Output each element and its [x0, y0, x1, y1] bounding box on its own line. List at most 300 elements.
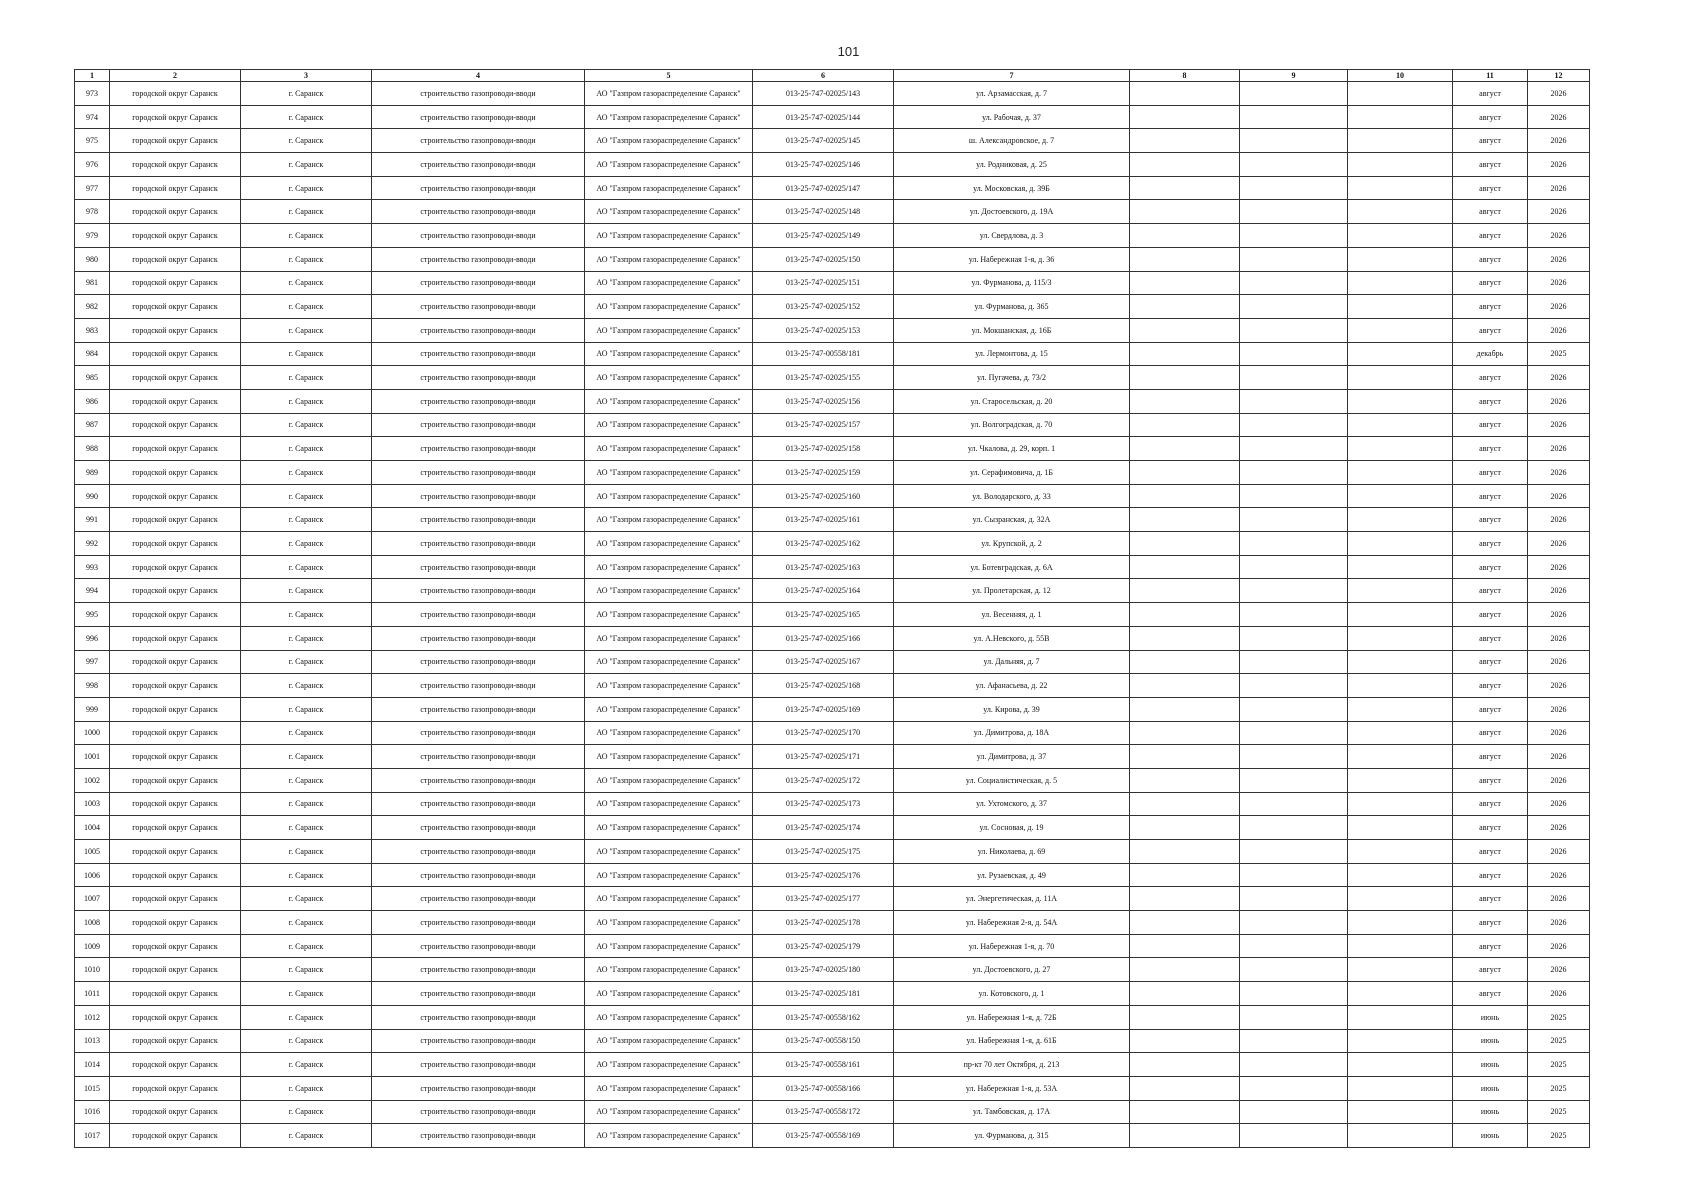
- table-cell: [1130, 816, 1240, 840]
- table-cell: строительство газопроводи-вводи: [372, 555, 585, 579]
- table-cell: строительство газопроводи-вводи: [372, 342, 585, 366]
- table-row: [75, 82, 1590, 106]
- table-cell: август: [1453, 768, 1528, 792]
- table-cell: [1240, 1076, 1348, 1100]
- table-row: [75, 342, 1590, 366]
- table-cell: август: [1453, 816, 1528, 840]
- table-cell: [1240, 224, 1348, 248]
- table-cell: строительство газопроводи-вводи: [372, 579, 585, 603]
- table-cell: ш. Александровское, д. 7: [894, 129, 1130, 153]
- table-cell: ул. Московская, д. 39Б: [894, 176, 1130, 200]
- table-cell: г. Саранск: [241, 366, 372, 390]
- table-cell: городской округ Саранск: [110, 342, 241, 366]
- table-cell: 013-25-747-02025/150: [753, 247, 894, 271]
- table-cell: 2026: [1528, 82, 1590, 106]
- table-cell: 991: [75, 508, 110, 532]
- table-cell: АО "Газпром газораспределение Саранск": [585, 603, 753, 627]
- table-cell: 2026: [1528, 887, 1590, 911]
- table-cell: городской округ Саранск: [110, 105, 241, 129]
- table-cell: АО "Газпром газораспределение Саранск": [585, 555, 753, 579]
- table-cell: 984: [75, 342, 110, 366]
- table-cell: 2026: [1528, 697, 1590, 721]
- table-cell: [1130, 224, 1240, 248]
- table-cell: [1130, 461, 1240, 485]
- table-cell: июнь: [1453, 1100, 1528, 1124]
- column-header: 6: [753, 70, 894, 82]
- table-cell: [1240, 674, 1348, 698]
- table-cell: г. Саранск: [241, 1100, 372, 1124]
- table-cell: строительство газопроводи-вводи: [372, 484, 585, 508]
- table-cell: август: [1453, 129, 1528, 153]
- table-cell: 2026: [1528, 650, 1590, 674]
- table-cell: строительство газопроводи-вводи: [372, 934, 585, 958]
- table-cell: городской округ Саранск: [110, 484, 241, 508]
- table-cell: [1130, 555, 1240, 579]
- table-cell: 2026: [1528, 745, 1590, 769]
- table-cell: 2025: [1528, 342, 1590, 366]
- table-cell: 1002: [75, 768, 110, 792]
- table-cell: г. Саранск: [241, 1053, 372, 1077]
- table-cell: 2026: [1528, 176, 1590, 200]
- table-cell: городской округ Саранск: [110, 1053, 241, 1077]
- table-cell: строительство газопроводи-вводи: [372, 413, 585, 437]
- table-cell: июнь: [1453, 1053, 1528, 1077]
- table-cell: 2026: [1528, 721, 1590, 745]
- table-cell: ул. Набережная 2-я, д. 54А: [894, 911, 1130, 935]
- table-cell: [1240, 1029, 1348, 1053]
- table-cell: [1240, 484, 1348, 508]
- table-cell: АО "Газпром газораспределение Саранск": [585, 958, 753, 982]
- table-cell: ул. Старосельская, д. 20: [894, 389, 1130, 413]
- table-cell: строительство газопроводи-вводи: [372, 1053, 585, 1077]
- table-cell: городской округ Саранск: [110, 437, 241, 461]
- table-cell: 973: [75, 82, 110, 106]
- table-cell: ул. Дальняя, д. 7: [894, 650, 1130, 674]
- table-cell: 996: [75, 626, 110, 650]
- table-cell: 013-25-747-02025/166: [753, 626, 894, 650]
- table-cell: [1130, 1124, 1240, 1148]
- table-cell: г. Саранск: [241, 129, 372, 153]
- table-cell: АО "Газпром газораспределение Саранск": [585, 1005, 753, 1029]
- table-cell: АО "Газпром газораспределение Саранск": [585, 650, 753, 674]
- table-cell: строительство газопроводи-вводи: [372, 603, 585, 627]
- table-cell: [1348, 579, 1453, 603]
- table-cell: городской округ Саранск: [110, 840, 241, 864]
- table-cell: 1008: [75, 911, 110, 935]
- table-cell: [1348, 389, 1453, 413]
- table-cell: [1130, 768, 1240, 792]
- table-cell: [1348, 532, 1453, 556]
- table-cell: 013-25-747-02025/175: [753, 840, 894, 864]
- table-cell: ул. Весенняя, д. 1: [894, 603, 1130, 627]
- table-cell: [1348, 958, 1453, 982]
- table-cell: август: [1453, 318, 1528, 342]
- table-cell: [1240, 318, 1348, 342]
- table-cell: 999: [75, 697, 110, 721]
- table-cell: АО "Газпром газораспределение Саранск": [585, 887, 753, 911]
- table-cell: городской округ Саранск: [110, 1076, 241, 1100]
- page-number: 101: [837, 44, 860, 59]
- table-cell: городской округ Саранск: [110, 721, 241, 745]
- table-cell: городской округ Саранск: [110, 650, 241, 674]
- table-cell: 998: [75, 674, 110, 698]
- table-row: [75, 271, 1590, 295]
- table-cell: август: [1453, 555, 1528, 579]
- table-cell: г. Саранск: [241, 674, 372, 698]
- table-cell: г. Саранск: [241, 1076, 372, 1100]
- table-cell: АО "Газпром газораспределение Саранск": [585, 1029, 753, 1053]
- table-cell: [1240, 650, 1348, 674]
- table-cell: [1130, 532, 1240, 556]
- table-cell: [1348, 224, 1453, 248]
- table-cell: г. Саранск: [241, 816, 372, 840]
- table-cell: АО "Газпром газораспределение Саранск": [585, 200, 753, 224]
- table-cell: [1240, 768, 1348, 792]
- table-cell: август: [1453, 200, 1528, 224]
- table-cell: строительство газопроводи-вводи: [372, 176, 585, 200]
- table-cell: август: [1453, 603, 1528, 627]
- table-cell: [1130, 887, 1240, 911]
- table-cell: август: [1453, 295, 1528, 319]
- table-cell: ул. Пугачева, д. 73/2: [894, 366, 1130, 390]
- table-cell: АО "Газпром газораспределение Саранск": [585, 982, 753, 1006]
- table-cell: г. Саранск: [241, 863, 372, 887]
- table-cell: [1130, 247, 1240, 271]
- table-cell: строительство газопроводи-вводи: [372, 129, 585, 153]
- table-cell: 013-25-747-02025/180: [753, 958, 894, 982]
- table-cell: городской округ Саранск: [110, 295, 241, 319]
- table-cell: городской округ Саранск: [110, 200, 241, 224]
- table-cell: август: [1453, 721, 1528, 745]
- table-cell: строительство газопроводи-вводи: [372, 626, 585, 650]
- column-header: 10: [1348, 70, 1453, 82]
- table-cell: август: [1453, 674, 1528, 698]
- table-cell: ул. Набережная 1-я, д. 53А: [894, 1076, 1130, 1100]
- table-cell: 013-25-747-02025/167: [753, 650, 894, 674]
- table-row: [75, 816, 1590, 840]
- table-cell: 2026: [1528, 366, 1590, 390]
- table-cell: 2026: [1528, 958, 1590, 982]
- table-cell: строительство газопроводи-вводи: [372, 887, 585, 911]
- table-row: [75, 437, 1590, 461]
- column-header: 1: [75, 70, 110, 82]
- table-cell: [1130, 366, 1240, 390]
- table-cell: 013-25-747-02025/160: [753, 484, 894, 508]
- table-cell: г. Саранск: [241, 721, 372, 745]
- table-cell: АО "Газпром газораспределение Саранск": [585, 105, 753, 129]
- table-cell: городской округ Саранск: [110, 911, 241, 935]
- table-cell: городской округ Саранск: [110, 1124, 241, 1148]
- table-cell: городской округ Саранск: [110, 626, 241, 650]
- table-cell: г. Саранск: [241, 461, 372, 485]
- table-cell: строительство газопроводи-вводи: [372, 318, 585, 342]
- table-cell: [1130, 1005, 1240, 1029]
- table-cell: [1348, 82, 1453, 106]
- table-cell: городской округ Саранск: [110, 153, 241, 177]
- table-cell: г. Саранск: [241, 579, 372, 603]
- table-cell: август: [1453, 366, 1528, 390]
- table-cell: строительство газопроводи-вводи: [372, 911, 585, 935]
- table-cell: август: [1453, 840, 1528, 864]
- table-row: [75, 508, 1590, 532]
- table-cell: г. Саранск: [241, 247, 372, 271]
- table-cell: [1348, 1053, 1453, 1077]
- table-cell: [1130, 1053, 1240, 1077]
- table-cell: ул. Сызранская, д. 32А: [894, 508, 1130, 532]
- table-cell: 013-25-747-02025/148: [753, 200, 894, 224]
- table-cell: строительство газопроводи-вводи: [372, 437, 585, 461]
- table-cell: август: [1453, 271, 1528, 295]
- table-cell: 2026: [1528, 200, 1590, 224]
- table-cell: строительство газопроводи-вводи: [372, 532, 585, 556]
- table-cell: [1240, 934, 1348, 958]
- table-cell: АО "Газпром газораспределение Саранск": [585, 674, 753, 698]
- table-cell: г. Саранск: [241, 626, 372, 650]
- table-cell: г. Саранск: [241, 555, 372, 579]
- table-cell: 013-25-747-02025/170: [753, 721, 894, 745]
- table-cell: 2026: [1528, 129, 1590, 153]
- table-cell: [1130, 911, 1240, 935]
- table-cell: 1010: [75, 958, 110, 982]
- header-row: [75, 70, 1590, 82]
- table-row: [75, 1100, 1590, 1124]
- table-cell: август: [1453, 934, 1528, 958]
- table-cell: г. Саранск: [241, 176, 372, 200]
- table-cell: городской округ Саранск: [110, 1100, 241, 1124]
- table-cell: г. Саранск: [241, 437, 372, 461]
- column-header: 11: [1453, 70, 1528, 82]
- table-cell: городской округ Саранск: [110, 697, 241, 721]
- table-cell: 2025: [1528, 1076, 1590, 1100]
- table-cell: АО "Газпром газораспределение Саранск": [585, 697, 753, 721]
- table-cell: г. Саранск: [241, 342, 372, 366]
- table-cell: [1348, 863, 1453, 887]
- table-cell: ул. Сосновая, д. 19: [894, 816, 1130, 840]
- table-cell: 2026: [1528, 792, 1590, 816]
- table-cell: 2025: [1528, 1124, 1590, 1148]
- table-cell: ул. Рузаевская, д. 49: [894, 863, 1130, 887]
- table-cell: [1348, 934, 1453, 958]
- table-cell: 013-25-747-02025/151: [753, 271, 894, 295]
- table-cell: [1240, 176, 1348, 200]
- table-cell: 976: [75, 153, 110, 177]
- table-cell: 013-25-747-02025/176: [753, 863, 894, 887]
- table-cell: [1240, 413, 1348, 437]
- table-cell: 013-25-747-02025/162: [753, 532, 894, 556]
- table-cell: [1240, 1100, 1348, 1124]
- table-cell: 013-25-747-02025/174: [753, 816, 894, 840]
- table-cell: г. Саранск: [241, 982, 372, 1006]
- table-cell: [1130, 342, 1240, 366]
- table-cell: АО "Газпром газораспределение Саранск": [585, 247, 753, 271]
- table-cell: ул. Достоевского, д. 27: [894, 958, 1130, 982]
- table-cell: [1130, 982, 1240, 1006]
- table-cell: август: [1453, 413, 1528, 437]
- table-cell: [1348, 437, 1453, 461]
- table-cell: [1240, 579, 1348, 603]
- table-cell: строительство газопроводи-вводи: [372, 224, 585, 248]
- table-cell: строительство газопроводи-вводи: [372, 461, 585, 485]
- table-cell: [1240, 1124, 1348, 1148]
- table-cell: август: [1453, 887, 1528, 911]
- table-cell: [1130, 626, 1240, 650]
- table-cell: г. Саранск: [241, 1005, 372, 1029]
- table-cell: городской округ Саранск: [110, 1029, 241, 1053]
- table-cell: 2026: [1528, 555, 1590, 579]
- table-cell: ул. Серафимовича, д. 1Б: [894, 461, 1130, 485]
- table-cell: 013-25-747-02025/179: [753, 934, 894, 958]
- table-cell: [1240, 153, 1348, 177]
- table-cell: г. Саранск: [241, 1124, 372, 1148]
- table-cell: [1130, 579, 1240, 603]
- table-cell: [1348, 887, 1453, 911]
- table-cell: г. Саранск: [241, 532, 372, 556]
- table-cell: ул. Набережная 1-я, д. 72Б: [894, 1005, 1130, 1029]
- table-cell: август: [1453, 958, 1528, 982]
- table-cell: 013-25-747-02025/168: [753, 674, 894, 698]
- table-cell: [1240, 1005, 1348, 1029]
- table-cell: АО "Газпром газораспределение Саранск": [585, 768, 753, 792]
- table-cell: 2026: [1528, 626, 1590, 650]
- table-cell: 013-25-747-02025/145: [753, 129, 894, 153]
- table-cell: [1240, 271, 1348, 295]
- table-cell: строительство газопроводи-вводи: [372, 816, 585, 840]
- table-cell: 1017: [75, 1124, 110, 1148]
- table-cell: 2026: [1528, 153, 1590, 177]
- table-cell: 2026: [1528, 579, 1590, 603]
- column-header: 5: [585, 70, 753, 82]
- table-cell: август: [1453, 484, 1528, 508]
- table-cell: строительство газопроводи-вводи: [372, 792, 585, 816]
- table-cell: 013-25-747-00558/166: [753, 1076, 894, 1100]
- table-cell: [1240, 200, 1348, 224]
- table-cell: август: [1453, 224, 1528, 248]
- table-cell: 989: [75, 461, 110, 485]
- table-cell: 2026: [1528, 318, 1590, 342]
- table-row: [75, 1124, 1590, 1148]
- table-cell: [1240, 958, 1348, 982]
- table-row: [75, 461, 1590, 485]
- table-cell: 982: [75, 295, 110, 319]
- table-row: [75, 626, 1590, 650]
- table-cell: АО "Газпром газораспределение Саранск": [585, 389, 753, 413]
- table-cell: строительство газопроводи-вводи: [372, 200, 585, 224]
- table-row: [75, 555, 1590, 579]
- table-row: [75, 413, 1590, 437]
- table-cell: 2025: [1528, 1053, 1590, 1077]
- table-row: [75, 768, 1590, 792]
- table-cell: 1004: [75, 816, 110, 840]
- table-row: [75, 887, 1590, 911]
- table-cell: ул. Ухтомского, д. 37: [894, 792, 1130, 816]
- table-cell: 986: [75, 389, 110, 413]
- column-header: 7: [894, 70, 1130, 82]
- table-cell: г. Саранск: [241, 224, 372, 248]
- column-header: 3: [241, 70, 372, 82]
- table-cell: АО "Газпром газораспределение Саранск": [585, 934, 753, 958]
- table-cell: 975: [75, 129, 110, 153]
- table-cell: [1348, 247, 1453, 271]
- table-cell: [1130, 721, 1240, 745]
- table-cell: август: [1453, 437, 1528, 461]
- table-cell: ул. Рабочая, д. 37: [894, 105, 1130, 129]
- table-cell: июнь: [1453, 1029, 1528, 1053]
- table-cell: 2026: [1528, 674, 1590, 698]
- table-row: [75, 1005, 1590, 1029]
- table-cell: [1130, 437, 1240, 461]
- table-cell: август: [1453, 461, 1528, 485]
- table-cell: 997: [75, 650, 110, 674]
- table-cell: декабрь: [1453, 342, 1528, 366]
- table-cell: пр-кт 70 лет Октября, д. 213: [894, 1053, 1130, 1077]
- table-cell: 013-25-747-02025/165: [753, 603, 894, 627]
- table-cell: [1130, 745, 1240, 769]
- table-cell: городской округ Саранск: [110, 816, 241, 840]
- table-cell: АО "Газпром газораспределение Саранск": [585, 342, 753, 366]
- table-cell: г. Саранск: [241, 792, 372, 816]
- table-cell: [1240, 555, 1348, 579]
- table-cell: г. Саранск: [241, 105, 372, 129]
- table-cell: АО "Газпром газораспределение Саранск": [585, 295, 753, 319]
- table-cell: ул. Набережная 1-я, д. 61Б: [894, 1029, 1130, 1053]
- table-cell: [1240, 863, 1348, 887]
- table-row: [75, 650, 1590, 674]
- table-cell: [1130, 674, 1240, 698]
- table-cell: ул. Родниковая, д. 25: [894, 153, 1130, 177]
- table-cell: г. Саранск: [241, 484, 372, 508]
- table-cell: [1240, 816, 1348, 840]
- table-cell: 013-25-747-02025/153: [753, 318, 894, 342]
- table-cell: городской округ Саранск: [110, 863, 241, 887]
- table-cell: городской округ Саранск: [110, 532, 241, 556]
- table-cell: городской округ Саранск: [110, 982, 241, 1006]
- table-cell: строительство газопроводи-вводи: [372, 82, 585, 106]
- table-cell: АО "Газпром газораспределение Саранск": [585, 1100, 753, 1124]
- table-cell: [1348, 768, 1453, 792]
- table-cell: [1240, 295, 1348, 319]
- table-cell: г. Саранск: [241, 745, 372, 769]
- table-cell: [1240, 982, 1348, 1006]
- table-cell: АО "Газпром газораспределение Саранск": [585, 484, 753, 508]
- table-row: [75, 129, 1590, 153]
- table-row: [75, 484, 1590, 508]
- table-cell: август: [1453, 105, 1528, 129]
- table-cell: строительство газопроводи-вводи: [372, 366, 585, 390]
- table-cell: 1000: [75, 721, 110, 745]
- table-cell: 988: [75, 437, 110, 461]
- table-cell: г. Саранск: [241, 200, 372, 224]
- table-cell: [1348, 508, 1453, 532]
- table-cell: [1348, 674, 1453, 698]
- table-cell: 1012: [75, 1005, 110, 1029]
- table-cell: [1130, 958, 1240, 982]
- table-cell: строительство газопроводи-вводи: [372, 674, 585, 698]
- table-cell: 994: [75, 579, 110, 603]
- table-cell: [1348, 1124, 1453, 1148]
- table-cell: [1348, 982, 1453, 1006]
- table-cell: [1130, 176, 1240, 200]
- table-cell: 2026: [1528, 271, 1590, 295]
- table-cell: строительство газопроводи-вводи: [372, 697, 585, 721]
- table-cell: [1348, 721, 1453, 745]
- table-cell: [1240, 508, 1348, 532]
- table-cell: [1240, 792, 1348, 816]
- table-cell: 013-25-747-02025/173: [753, 792, 894, 816]
- column-header: 9: [1240, 70, 1348, 82]
- table-cell: [1348, 153, 1453, 177]
- table-cell: строительство газопроводи-вводи: [372, 247, 585, 271]
- table-cell: ул. Кирова, д. 39: [894, 697, 1130, 721]
